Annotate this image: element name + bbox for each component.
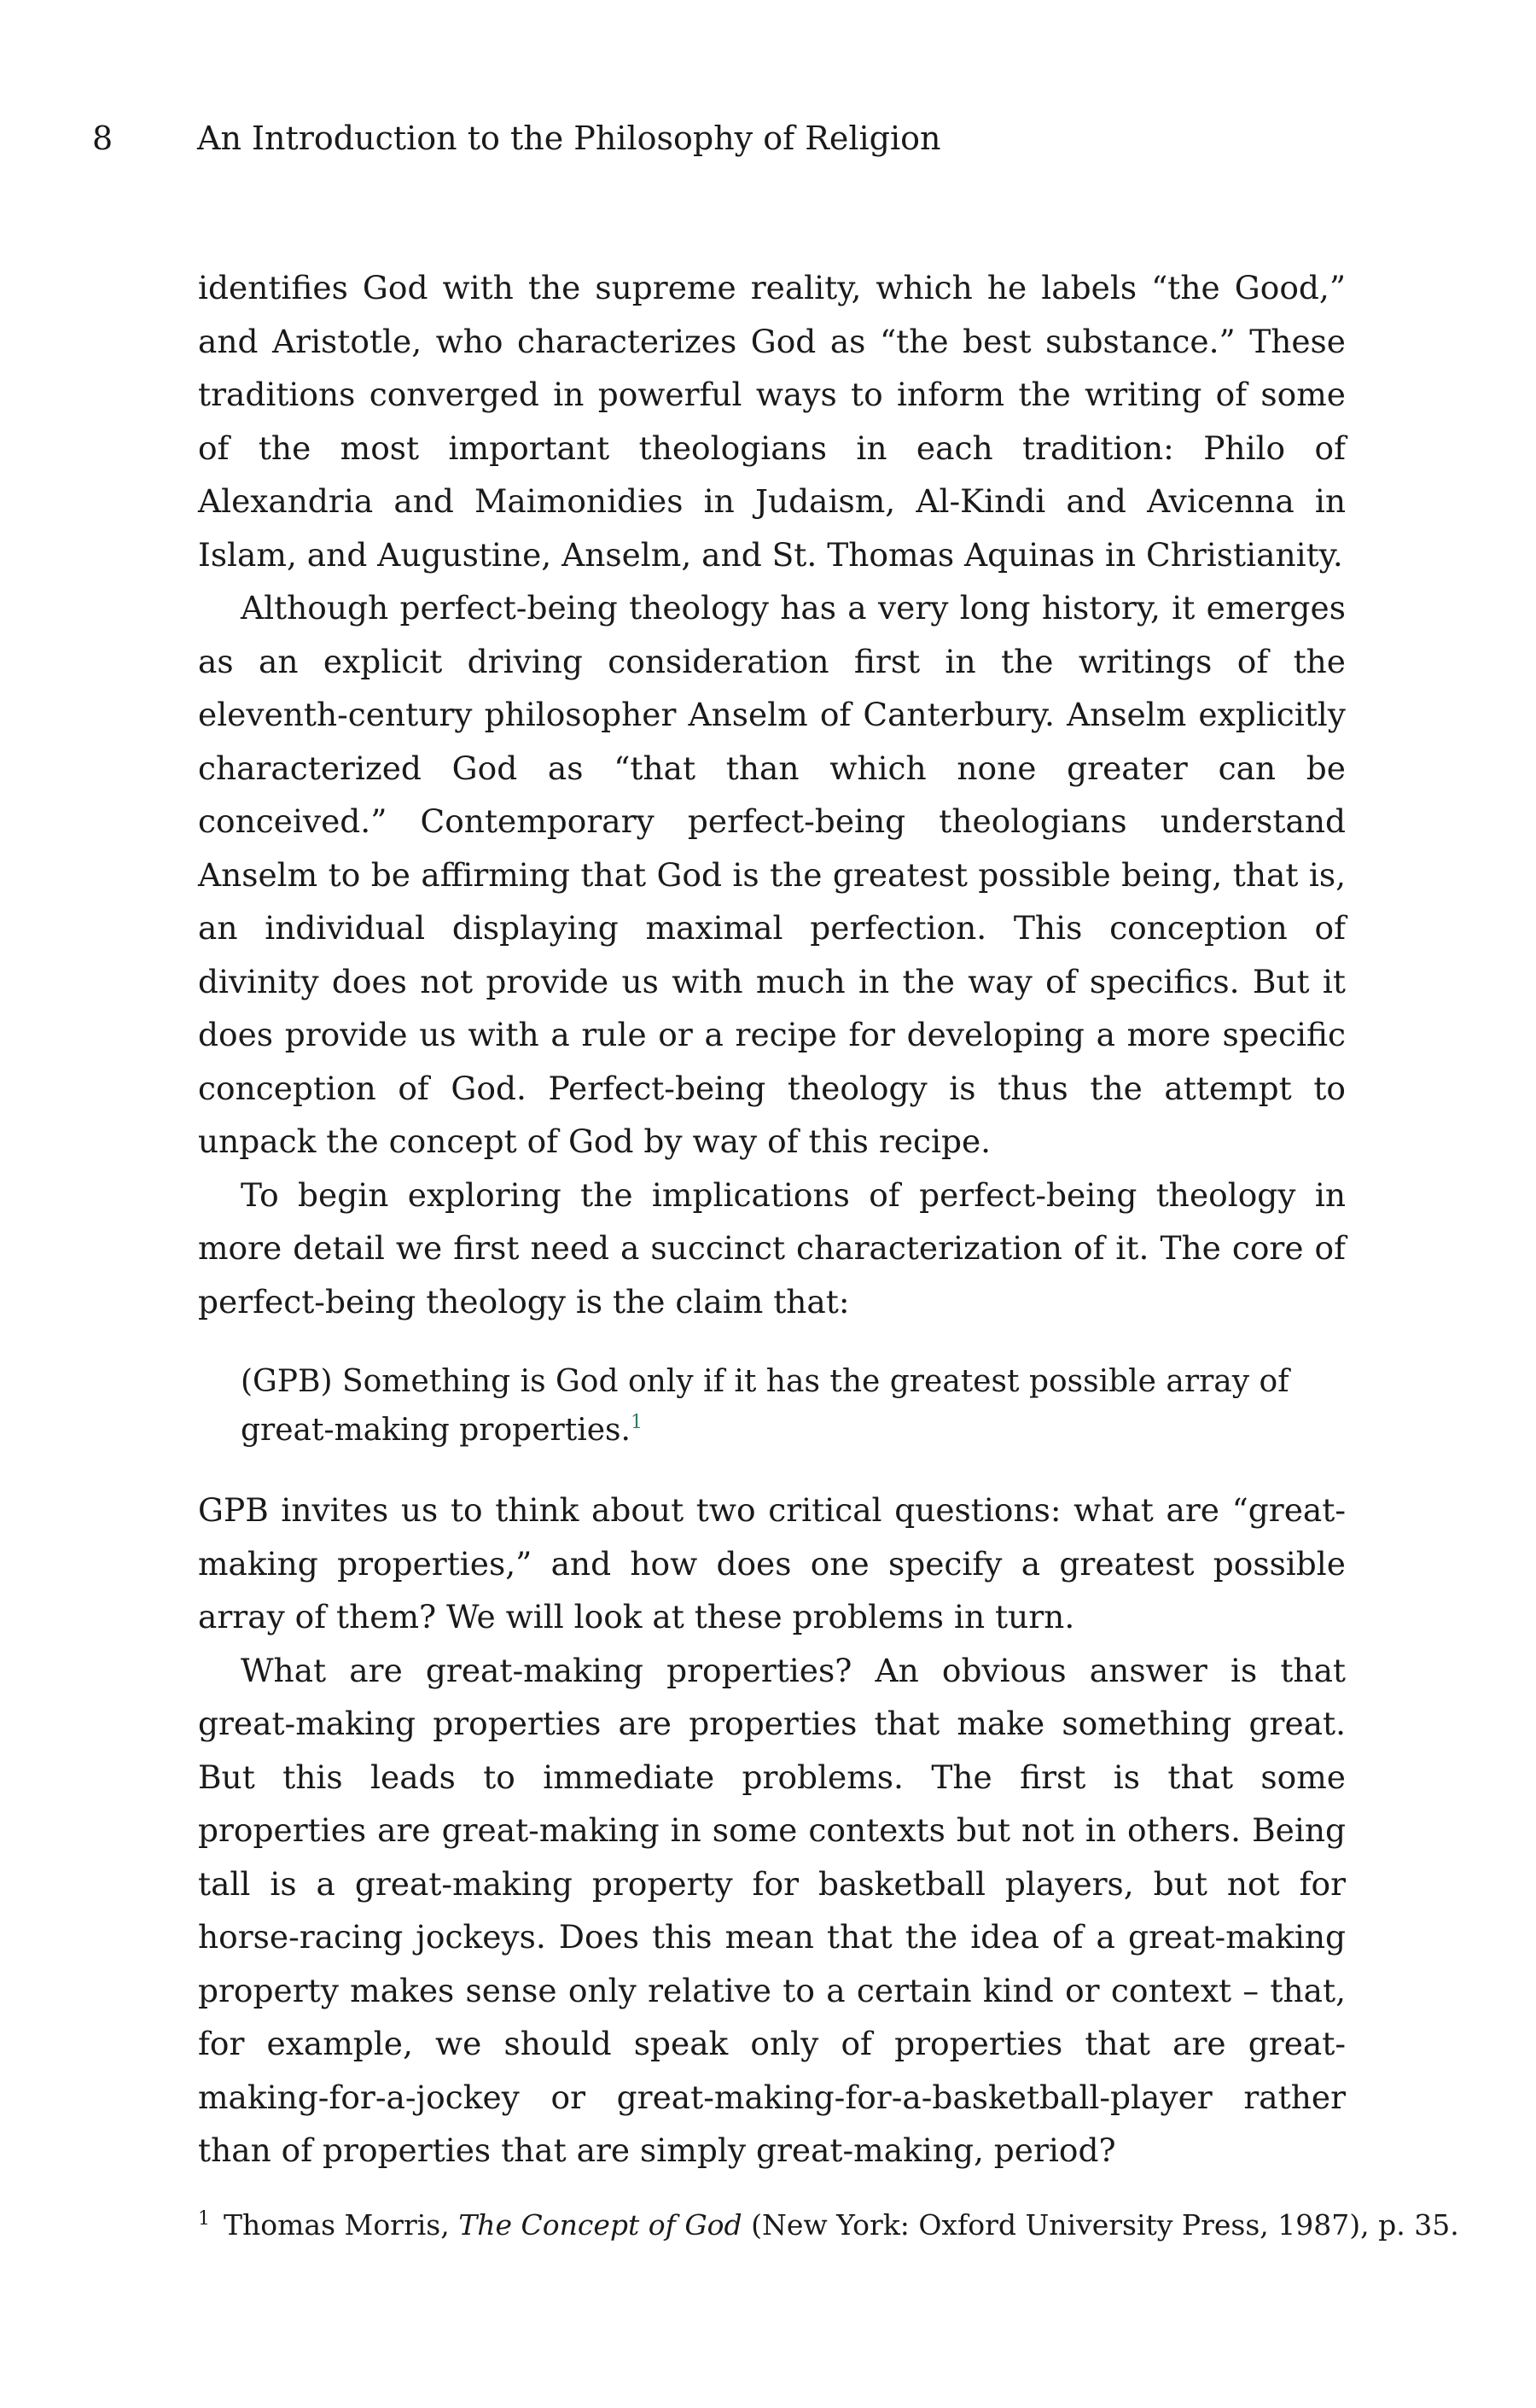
paragraph-anselm: Although perfect-being theology has a very long history, it emerges as an explicit driving consideration first in the writings of the eleventh-century philosopher Anselm of Canterbury. Anselm explicitly characterized God as “that than which none greater can be conceived.” Contemporary perfect-being theologians understand Anselm to be affirming that God is the greatest possible being, that is, an individual displaying maximal perfection. This conception of divinity does not provide us with much in the way of specifics. But it does provide us with a rule or a recipe for developing a more specific conception of God. Perfect-being theology is thus the attempt to unpack the concept of God by way of this recipe.: [198, 589, 1346, 1160]
body-text: [198, 261, 1346, 2178]
footnote-publication: (New York: Oxford University Press, 1987), p. 35.: [742, 2208, 1459, 2242]
footnote-reference[interactable]: 1: [630, 1412, 643, 1433]
paragraph-gpb-questions: GPB invites us to think about two critical questions: what are “great-making properties,” and how does one specify a greatest possible array of them? We will look at these problems in turn.: [198, 1491, 1346, 1635]
running-title: An Introduction to the Philosophy of Religion: [197, 120, 941, 157]
page-number: 8: [92, 120, 113, 157]
block-quote-gpb: [241, 1357, 1346, 1455]
footnote: 1 Thomas Morris, The Concept of God (New York: Oxford University Press, 1987), p. 35.: [198, 2208, 1459, 2242]
running-head: [92, 114, 1355, 162]
paragraph-great-making: What are great-making properties? An obvious answer is that great-making properties are properties that make something great. But this leads to immediate problems. The first is that some properties are great-making in some contexts but not in others. Being tall is a great-making property for basketball players, but not for horse-racing jockeys. Does this mean that the idea of a great-making property makes sense only relative to a certain kind or context – that, for example, we should speak only of properties that are great-making-for-a-jockey or great-making-for-a-basketball-player rather than of properties that are simply great-making, period?: [198, 1651, 1346, 2169]
paragraph-gpb-intro: To begin exploring the implications of perfect-being theology in more detail we first need a succinct characterization of it. The core of perfect-being theology is the claim that:: [198, 1175, 1346, 1321]
paragraph-continuation: identifies God with the supreme reality, which he labels “the Good,” and Aristotle, who characterizes God as “the best substance.” These traditions converged in powerful ways to inform the writing of some of the most important theologians in each tradition: Philo of Alexandria and Maimonidies in Judaism, Al-Kindi and Avicenna in Islam, and Augustine, Anselm, and St. Thomas Aquinas in Christianity.: [198, 269, 1346, 574]
footnote-author: Thomas Morris,: [224, 2208, 459, 2242]
block-quote-text: (GPB) Something is God only if it has the greatest possible array of great-making properties.: [241, 1364, 1289, 1448]
footnote-book-title: The Concept of God: [458, 2208, 742, 2242]
